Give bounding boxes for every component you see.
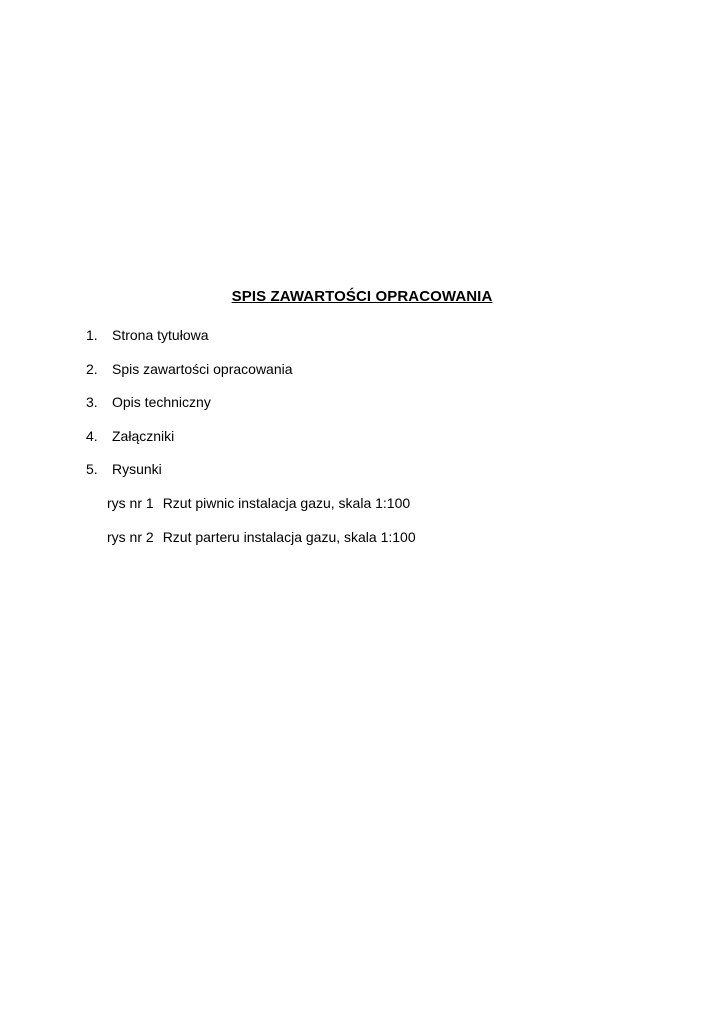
toc-item-number: 1. [86,327,98,343]
toc-item [86,359,293,393]
drawing-description: Rzut parteru instalacja gazu, skala 1:100 [162,529,416,545]
toc-item-label: Załączniki [112,427,175,444]
toc-item-label: Spis zawartości opracowania [112,360,293,377]
drawing-description: Rzut piwnic instalacja gazu, skala 1:100 [162,495,411,511]
toc-item-label: Strona tytułowa [112,327,209,343]
toc-item-label: Opis techniczny [112,394,211,411]
toc-item [86,459,293,493]
toc-item [86,392,293,426]
toc-item [86,426,293,460]
toc-item-number: 2. [86,360,98,377]
drawing-code: rys nr 2 [107,529,154,545]
toc-item [86,325,293,359]
toc-item-number: 5. [86,461,98,478]
drawing-list [107,493,416,561]
document-title: SPIS ZAWARTOŚCI OPRACOWANIA [231,288,493,305]
drawing-item [107,493,416,527]
drawing-item [107,527,416,561]
toc-item-number: 4. [86,427,98,444]
toc-item-label: Rysunki [112,461,162,478]
table-of-contents [86,325,293,493]
drawing-code: rys nr 1 [107,495,154,511]
toc-item-number: 3. [86,394,98,411]
